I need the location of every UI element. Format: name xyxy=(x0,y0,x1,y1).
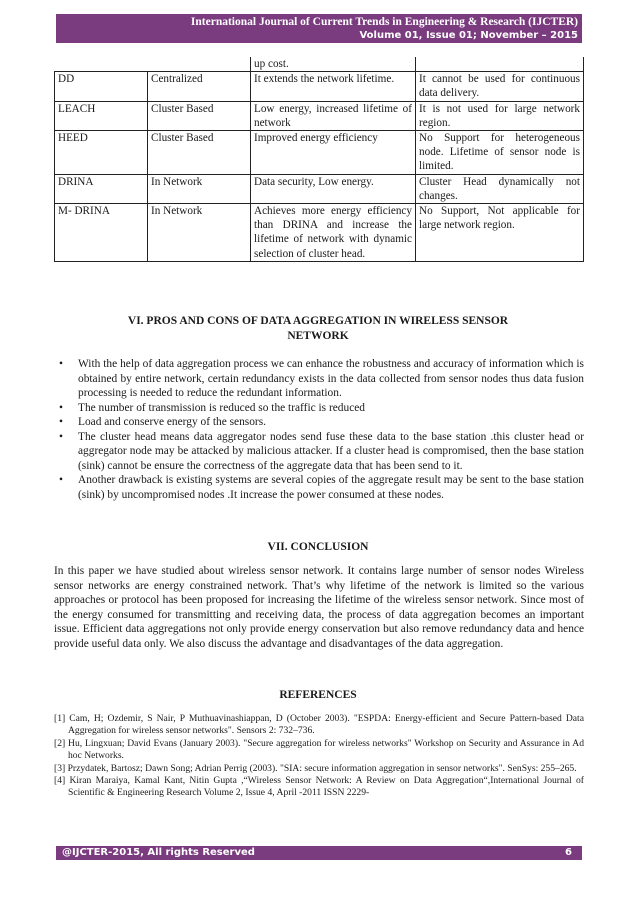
reference-item: [3] Przydatek, Bartosz; Dawn Song; Adrian Perrig (2003). "SIA: secure information aggregation in sensor networks". SenSys: 255–265. xyxy=(54,762,577,774)
journal-title: International Journal of Current Trends in Engineering & Research (IJCTER) xyxy=(190,16,578,28)
table-cell: It extends the network lifetime. xyxy=(251,72,416,101)
table-cell: DD xyxy=(55,72,148,101)
table-cell: LEACH xyxy=(55,101,148,130)
conclusion-heading: VII. CONCLUSION xyxy=(267,541,369,553)
table-cell: DRINA xyxy=(55,174,148,203)
table-row xyxy=(55,204,584,262)
page-number: 6 xyxy=(565,847,572,858)
table-cell: Centralized xyxy=(148,72,251,101)
table-cell: Cluster Head dynamically not changes. xyxy=(416,174,584,203)
table-cell: Achieves more energy efficiency than DRINA and increase the lifetime of network with dynamic selection of cluster head. xyxy=(251,204,416,262)
reference-item: [4] Kiran Maraiya, Kamal Kant, Nitin Gupta ,“Wireless Sensor Network: A Review on Data Aggregation“,International Journal of Scientific & Engineering Research Volume 2, Issue 4, April -2011 ISSN 2229- xyxy=(54,775,584,799)
table-cell: In Network xyxy=(148,174,251,203)
table-cell: Improved energy efficiency xyxy=(251,131,416,175)
table-cell: It cannot be used for continuous data delivery. xyxy=(416,72,584,101)
list-item: • Another drawback is existing systems are several copies of the aggregate result may be sent to the base station (sink) by uncompromised nodes .It increase the power consumed at these nodes. xyxy=(59,474,584,501)
table-row xyxy=(55,101,584,130)
journal-header xyxy=(56,14,582,43)
table-row xyxy=(55,131,584,175)
list-item: • With the help of data aggregation process we can enhance the robustness and accuracy of information which is obtained by entire network, certain redundancy exists in the data collected from sensor nodes thus data fusion processing is needed to reduce the redundant information. xyxy=(59,358,584,399)
table-cell: No Support, Not applicable for large network region. xyxy=(416,204,584,262)
references-heading: REFERENCES xyxy=(279,689,357,701)
reference-item: [1] Cam, H; Ozdemir, S Nair, P Muthuavinashiappan, D (October 2003). "ESPDA: Energy-efficient and Secure Pattern-based Data Aggregation for wireless sensor networks". Sensors 2: 732–736. xyxy=(54,713,584,737)
table-cell: No Support for heterogeneous node. Lifetime of sensor node is limited. xyxy=(416,131,584,175)
list-item: • Load and conserve energy of the sensors. xyxy=(59,416,266,428)
protocol-comparison-table xyxy=(54,57,584,262)
bullet-icon: • xyxy=(59,474,63,486)
page-footer xyxy=(56,846,582,860)
list-item: • The number of transmission is reduced so the traffic is reduced xyxy=(59,401,366,414)
table-row xyxy=(55,72,584,101)
table-row xyxy=(55,57,584,72)
list-item: • The cluster head means data aggregator nodes send fuse these data to the base station .this cluster head or aggregator node may be attacked by malicious attacker. If a cluster head is compromised, then the base station (sink) cannot be ensure the correctness of the aggregate data that has been send to it. xyxy=(59,430,584,472)
table-cell: Cluster Based xyxy=(148,101,251,130)
bullet-icon: • xyxy=(59,358,63,370)
table-row xyxy=(55,174,584,203)
table-cell: It is not used for large network region. xyxy=(416,101,584,130)
bullet-icon: • xyxy=(59,430,63,443)
pros-cons-list xyxy=(54,357,584,502)
bullet-icon: • xyxy=(59,401,63,414)
table-cell: Low energy, increased lifetime of network xyxy=(251,101,416,130)
references-list xyxy=(54,713,584,800)
section-heading: VI. PROS AND CONS OF DATA AGGREGATION IN WIRELESS SENSOR NETWORK xyxy=(127,315,509,342)
journal-issue: Volume 01, Issue 01; November – 2015 xyxy=(359,30,578,41)
table-cell: up cost. xyxy=(251,57,416,72)
bullet-icon: • xyxy=(59,416,63,428)
table-cell: In Network xyxy=(148,204,251,262)
reference-item: [2] Hu, Lingxuan; David Evans (January 2003). "Secure aggregation for wireless networks" Workshop on Security and Assurance in Ad hoc Networks. xyxy=(54,737,584,762)
table-cell: Cluster Based xyxy=(148,131,251,175)
table-cell: M- DRINA xyxy=(55,204,148,262)
conclusion-paragraph: In this paper we have studied about wireless sensor network. It contains large number of sensor nodes Wireless sensor networks are energy constrained network. That’s why lifetime of the network is limited so the various approaches or protocol has been proposed for increasing the lifetime of the wireless sensor network. Since most of the energy consumed for transmitting and receiving data, the process of data aggregation becomes an important issue. Efficient data aggregations not only provide energy conservation but also remove redundancy data and hence provide useful data only. We also discuss the advantage and disadvantages of the data aggregation. xyxy=(54,565,584,650)
table-cell: HEED xyxy=(55,131,148,175)
copyright-text: @IJCTER-2015, All rights Reserved xyxy=(62,847,255,858)
table-cell: Data security, Low energy. xyxy=(251,174,416,203)
